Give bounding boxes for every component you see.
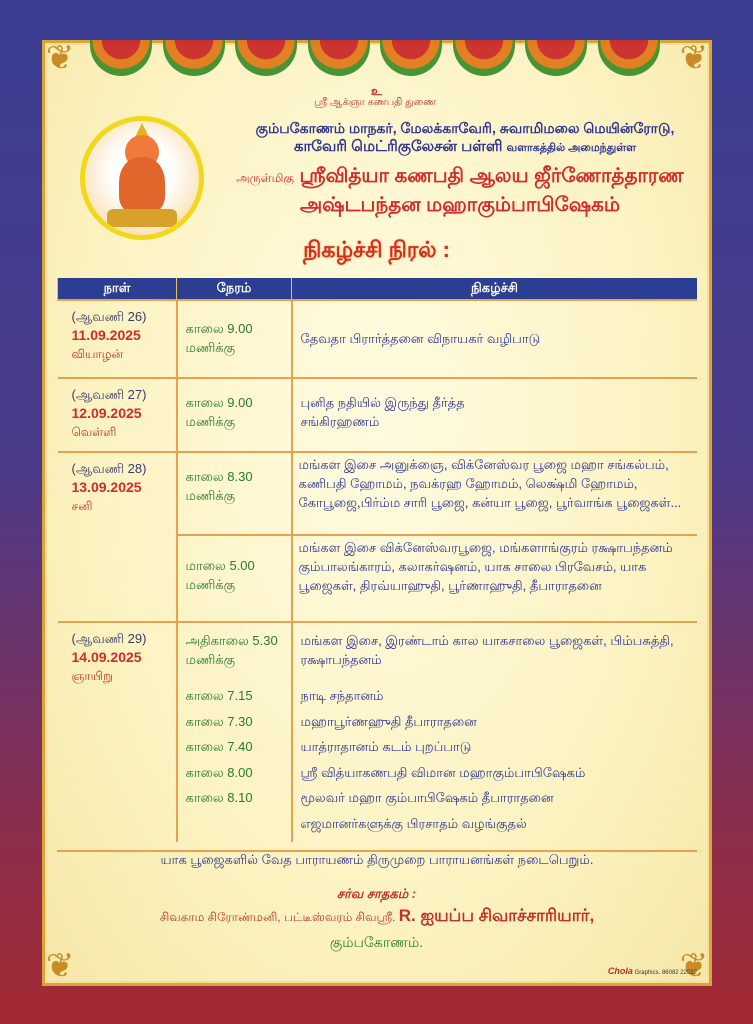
acharya-line: சிவகாம சிரோண்மனி, பட்டீஸ்வரம் சிவஸ்ரீ. R. ஐயப்ப சிவாச்சாரியார்,	[159, 906, 595, 925]
sarva-sadhagam-label: சர்வ சாதகம் :	[336, 886, 417, 901]
event: மங்கள இசை விக்னேஸ்வரபூஜை, மங்களாங்குரம் ரக்ஷாபந்தனம் கும்பாலங்காரம், கலாகர்ஷனம், யாக சாலை பிரவேசம், யாக பூஜைகள், திரவ்யாஹுதி, பூர்ணாஹுதி, தீபாராதனை	[292, 535, 698, 622]
event: புனித நதியில் இருந்து தீர்த்த சங்கிரஹணம்	[292, 378, 698, 452]
tamil-date: (ஆவணி 26)	[71, 309, 147, 324]
venue-line: காவேரி மெட்ரிகுலேசன் பள்ளி வளாகத்தில் அமைந்துள்ள	[293, 138, 637, 155]
address-line: கும்பகோணம் மாநகர், மேலக்காவேரி, சுவாமிமலை மெயின்ரோடு,	[255, 120, 675, 136]
time: காலை 7.30	[185, 713, 253, 729]
yaga-note: யாக பூஜைகளில் வேத பாராயணம் திருமுறை பாராயனங்கள் நடைபெறும்.	[57, 850, 697, 869]
date: 13.09.2025	[71, 479, 142, 495]
title-line1: அருள்மிகு ஸ்ரீவித்யா கணபதி ஆலய ஜீர்ணோத்தாரண	[236, 165, 684, 187]
thunai-line: ஸ்ரீ ஆக்ஞா கணபதி துணை	[314, 97, 436, 108]
time: காலை 8.30 மணிக்கு	[177, 452, 292, 535]
flower-garland	[90, 40, 660, 82]
time: அதிகாலை 5.30 மணிக்கு	[185, 633, 278, 667]
date: 12.09.2025	[71, 405, 142, 421]
corner-ornament: ❦	[45, 947, 75, 985]
event: யாத்ராதானம் கடம் புறப்பாடு	[300, 739, 472, 754]
city: கும்பகோணம்.	[329, 934, 424, 950]
event: தேவதா பிரார்த்தனை விநாயகர் வழிபாடு	[292, 300, 698, 378]
ganesha-image	[80, 116, 204, 240]
table-row	[58, 452, 698, 535]
ugaram: உ	[371, 84, 382, 98]
time: காலை 9.00 மணிக்கு	[177, 378, 292, 452]
event: மங்கள இசை, இரண்டாம் கால யாகசாலை பூஜைகள், பிம்பசுத்தி, ரக்ஷாபந்தனம்	[300, 633, 674, 667]
col-event: நிகழ்ச்சி	[292, 278, 698, 300]
date: 11.09.2025	[71, 327, 141, 343]
corner-ornament: ❦	[679, 39, 709, 77]
designer-credit: Chola Graphics. 86082 22022	[607, 966, 697, 976]
event: மஹாபூர்ணஹுதி தீபாராதனை	[300, 713, 477, 729]
col-time: நேரம்	[177, 278, 292, 300]
col-date: நாள்	[58, 278, 177, 300]
weekday: ஞாயிறு	[71, 669, 114, 683]
event: எஜமானர்களுக்கு பிரசாதம் வழங்குதல்	[300, 815, 527, 831]
title-line2: அஷ்டபந்தன மஹாகும்பாபிஷேகம்	[299, 194, 621, 216]
schedule-table	[57, 278, 697, 842]
weekday: வியாழன்	[71, 347, 124, 361]
event: மூலவர் மஹா கும்பாபிஷேகம் தீபாராதனை	[300, 790, 554, 805]
time: காலை 7.15	[185, 688, 253, 703]
table-row	[58, 622, 698, 842]
time: காலை 8.10	[185, 790, 253, 805]
tamil-date: (ஆவணி 29)	[71, 631, 147, 646]
table-row	[58, 378, 698, 452]
time: மாலை 5.00 மணிக்கு	[177, 535, 292, 622]
programme-heading: நிகழ்ச்சி நிரல் :	[303, 237, 450, 262]
event: ஸ்ரீ வித்யாகணபதி விமான மஹாகும்பாபிஷேகம்	[300, 764, 586, 780]
event: நாடி சந்தானம்	[300, 688, 384, 703]
time: காலை 7.40	[185, 739, 253, 754]
date: 14.09.2025	[71, 649, 142, 665]
time: காலை 9.00 மணிக்கு	[177, 300, 292, 378]
weekday: வெள்ளி	[71, 425, 117, 439]
weekday: சனி	[71, 499, 93, 513]
time: காலை 8.00	[185, 764, 253, 780]
tamil-date: (ஆவணி 27)	[71, 387, 147, 402]
corner-ornament: ❦	[679, 947, 709, 985]
tamil-date: (ஆவணி 28)	[71, 461, 147, 476]
table-row	[58, 300, 698, 378]
corner-ornament: ❦	[45, 39, 75, 77]
event: மங்கள இசை அனுக்ஞை, விக்னேஸ்வர பூஜை மஹா சங்கல்பம், கணிபதி ஹோமம், நவக்ரஹ ஹோமம், லெக்ஷ்மி ஹோமம், கோபூஜை,பிர்ம்ம சாரி பூஜை, கன்யா பூஜை, பூர்வாங்க பூஜைகள்...	[292, 452, 698, 535]
